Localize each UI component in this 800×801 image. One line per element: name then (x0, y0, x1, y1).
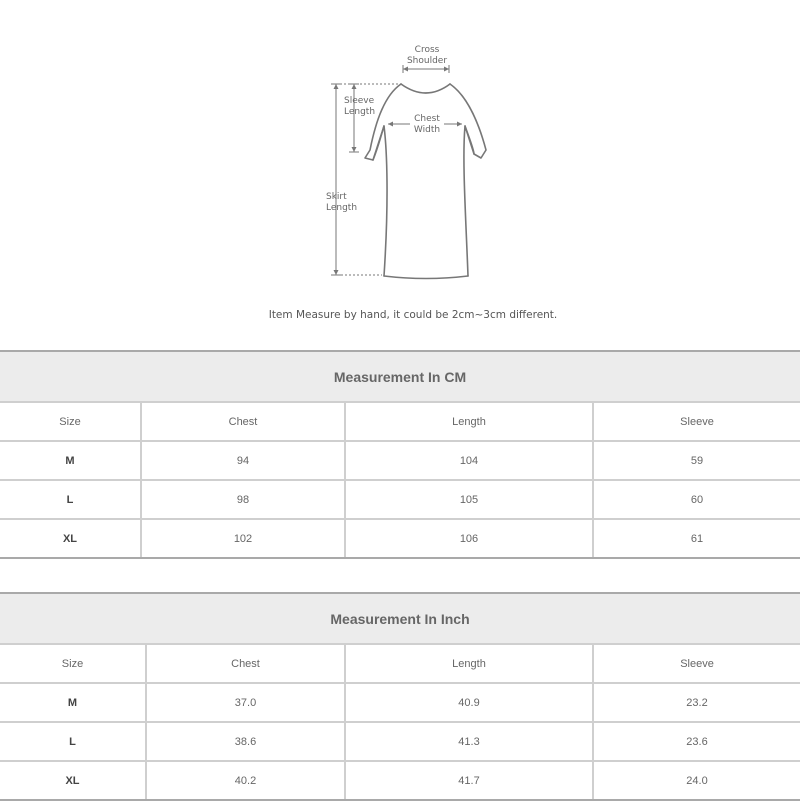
chest-width-label (410, 114, 444, 136)
cell-chest: 38.6 (146, 722, 345, 761)
sleeve-length-label-line1: Sleeve (344, 96, 375, 106)
cell-sleeve: 24.0 (593, 761, 800, 800)
dress-measurement-diagram (0, 0, 800, 290)
cell-size: L (0, 480, 141, 519)
header-chest: Chest (141, 402, 345, 441)
table-row (0, 441, 800, 480)
cell-size: XL (0, 761, 146, 800)
cross-shoulder-label-line1: Cross (414, 45, 440, 55)
cell-size: M (0, 683, 146, 722)
cell-length: 106 (345, 519, 593, 558)
cell-chest: 94 (141, 441, 345, 480)
cell-size: M (0, 441, 141, 480)
cell-length: 41.7 (345, 761, 593, 800)
cell-sleeve: 23.2 (593, 683, 800, 722)
dress-outline-illustration (0, 0, 800, 290)
sleeve-length-label-line2: Length (344, 107, 376, 117)
measurement-table-inch (0, 592, 800, 801)
cell-sleeve: 60 (593, 480, 800, 519)
sleeve-length-label (344, 96, 375, 118)
header-size: Size (0, 402, 141, 441)
table-cm-title: Measurement In CM (0, 351, 800, 402)
cell-chest: 37.0 (146, 683, 345, 722)
measurement-note: Item Measure by hand, it could be 2cm~3cm different. (268, 309, 558, 321)
header-sleeve: Sleeve (593, 402, 800, 441)
cell-size: XL (0, 519, 141, 558)
skirt-length-label-line1: Skirt (326, 192, 347, 202)
cross-shoulder-label-line2: Shoulder (406, 56, 448, 66)
skirt-length-label (326, 192, 357, 214)
table-row (0, 761, 800, 800)
table-row (0, 683, 800, 722)
cell-chest: 102 (141, 519, 345, 558)
table-inch-title: Measurement In Inch (0, 593, 800, 644)
table-header-row (0, 402, 800, 441)
cell-length: 105 (345, 480, 593, 519)
measurement-table-cm (0, 350, 800, 559)
chest-width-label-line1: Chest (414, 114, 440, 124)
cell-chest: 98 (141, 480, 345, 519)
cell-sleeve: 61 (593, 519, 800, 558)
chest-width-label-line2: Width (413, 125, 441, 135)
table-row (0, 519, 800, 558)
header-length: Length (345, 644, 593, 683)
cross-shoulder-label (402, 45, 452, 67)
cell-chest: 40.2 (146, 761, 345, 800)
cell-length: 40.9 (345, 683, 593, 722)
header-length: Length (345, 402, 593, 441)
cell-length: 104 (345, 441, 593, 480)
cell-size: L (0, 722, 146, 761)
header-chest: Chest (146, 644, 345, 683)
skirt-length-label-line2: Length (326, 203, 358, 213)
cell-sleeve: 23.6 (593, 722, 800, 761)
header-sleeve: Sleeve (593, 644, 800, 683)
header-size: Size (0, 644, 146, 683)
table-row (0, 480, 800, 519)
table-row (0, 722, 800, 761)
cell-sleeve: 59 (593, 441, 800, 480)
table-header-row (0, 644, 800, 683)
cell-length: 41.3 (345, 722, 593, 761)
